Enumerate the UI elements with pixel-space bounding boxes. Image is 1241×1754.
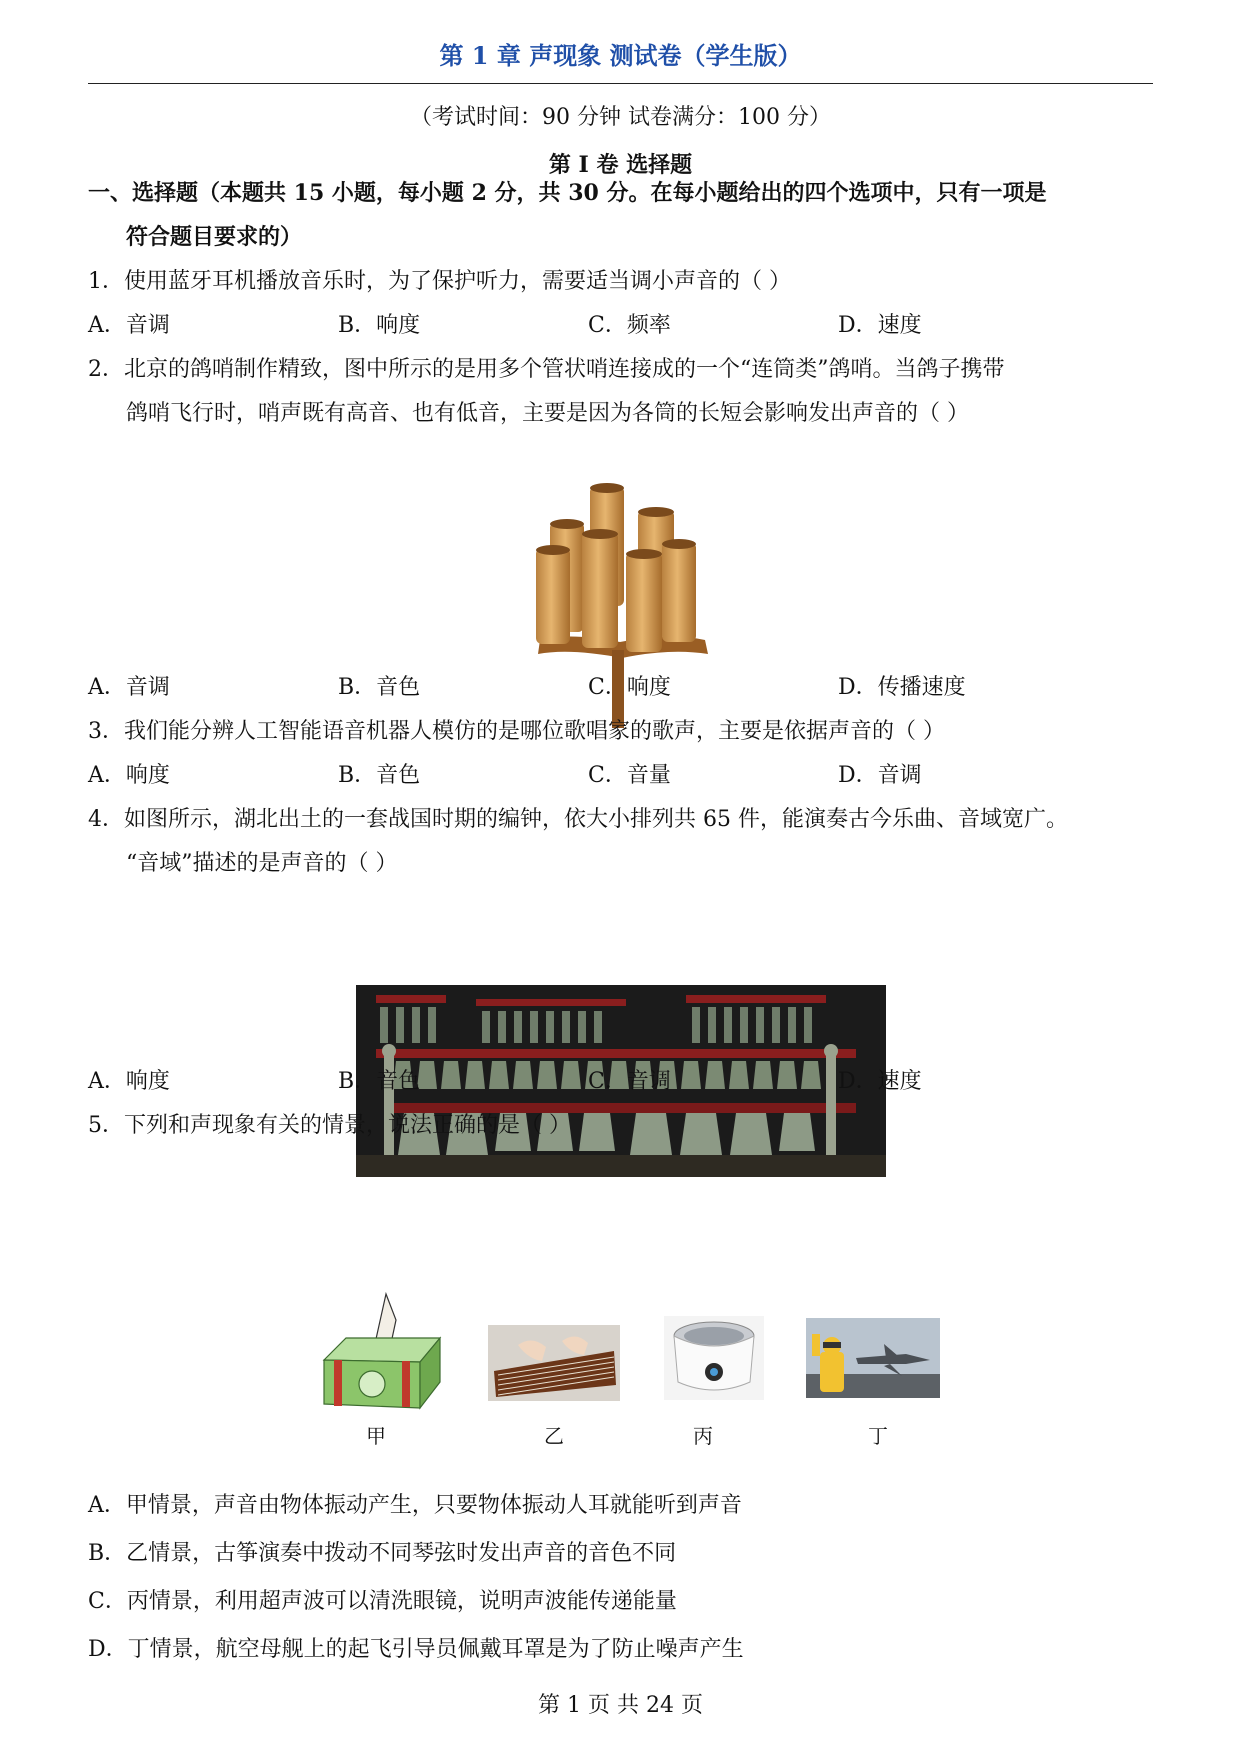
question-5-stem: 5．下列和声现象有关的情景，说法正确的是（ ）	[88, 1113, 571, 1138]
q1-option-a: A．音调	[88, 313, 170, 338]
q4-option-d: D．速度	[838, 1069, 922, 1094]
q3-option-b: B．音色	[338, 763, 421, 788]
question-2-stem-line2: 鸽哨飞行时，哨声既有高音、也有低音，主要是因为各筒的长短会影响发出声音的（ ）	[126, 401, 969, 426]
q3-option-a: A．响度	[88, 763, 170, 788]
q5-option-b: B．乙情景，古筝演奏中拨动不同琴弦时发出声音的音色不同	[88, 1541, 677, 1566]
question-3-stem: 3．我们能分辨人工智能语音机器人模仿的是哪位歌唱家的歌声，主要是依据声音的（ ）	[88, 719, 945, 744]
figure-bing-ultrasonic-cleaner	[664, 1316, 764, 1400]
part-instructions-line2: 符合题目要求的）	[126, 224, 303, 250]
page-title: 第 1 章 声现象 测试卷（学生版）	[439, 41, 802, 70]
figure-label-yi: 乙	[544, 1424, 564, 1448]
q1-option-d: D．速度	[838, 313, 922, 338]
figure-label-jia: 甲	[366, 1424, 386, 1448]
section-title: 第 I 卷 选择题	[548, 152, 693, 178]
q3-option-d: D．音调	[838, 763, 922, 788]
part-instructions-line1: 一、选择题（本题共 15 小题，每小题 2 分，共 30 分。在每小题给出的四个选项中，只有一项是	[88, 180, 1047, 206]
q3-option-c: C．音量	[588, 763, 671, 788]
q5-option-a: A．甲情景，声音由物体振动产生，只要物体振动人耳就能听到声音	[88, 1493, 742, 1518]
q4-option-c: C．音调	[588, 1069, 671, 1094]
q5-option-d: D．丁情景，航空母舰上的起飞引导员佩戴耳罩是为了防止噪声产生	[88, 1637, 744, 1662]
question-2-stem-line1: 2．北京的鸽哨制作精致，图中所示的是用多个管状哨连接成的一个“连筒类”鸽哨。当鸽子携带	[88, 357, 1005, 382]
q2-option-a: A．音调	[88, 675, 170, 700]
figure-yi-guzheng	[488, 1325, 620, 1401]
title-divider	[88, 83, 1153, 84]
q1-option-b: B．响度	[338, 313, 421, 338]
q2-option-c: C．响度	[588, 675, 671, 700]
q1-option-c: C．频率	[588, 313, 671, 338]
q4-option-b: B．音色	[338, 1069, 421, 1094]
figure-label-ding: 丁	[868, 1424, 888, 1448]
figure-jia-rubber-band-box	[316, 1290, 446, 1420]
figure-ding-carrier-officer	[806, 1318, 940, 1398]
figure-label-bing: 丙	[693, 1424, 713, 1448]
exam-meta: （考试时间：90 分钟 试卷满分：100 分）	[410, 105, 831, 130]
question-4-stem-line2: “音域”描述的是声音的（ ）	[126, 851, 398, 876]
page-footer: 第 1 页 共 24 页	[538, 1693, 703, 1718]
q2-option-b: B．音色	[338, 675, 421, 700]
q2-option-d: D．传播速度	[838, 675, 966, 700]
question-1-stem: 1．使用蓝牙耳机播放音乐时，为了保护听力，需要适当调小声音的（ ）	[88, 269, 791, 294]
q5-option-c: C．丙情景，利用超声波可以清洗眼镜，说明声波能传递能量	[88, 1589, 677, 1614]
q4-option-a: A．响度	[88, 1069, 170, 1094]
question-4-stem-line1: 4．如图所示，湖北出土的一套战国时期的编钟，依大小排列共 65 件，能演奏古今乐曲、音域宽广。	[88, 807, 1068, 832]
